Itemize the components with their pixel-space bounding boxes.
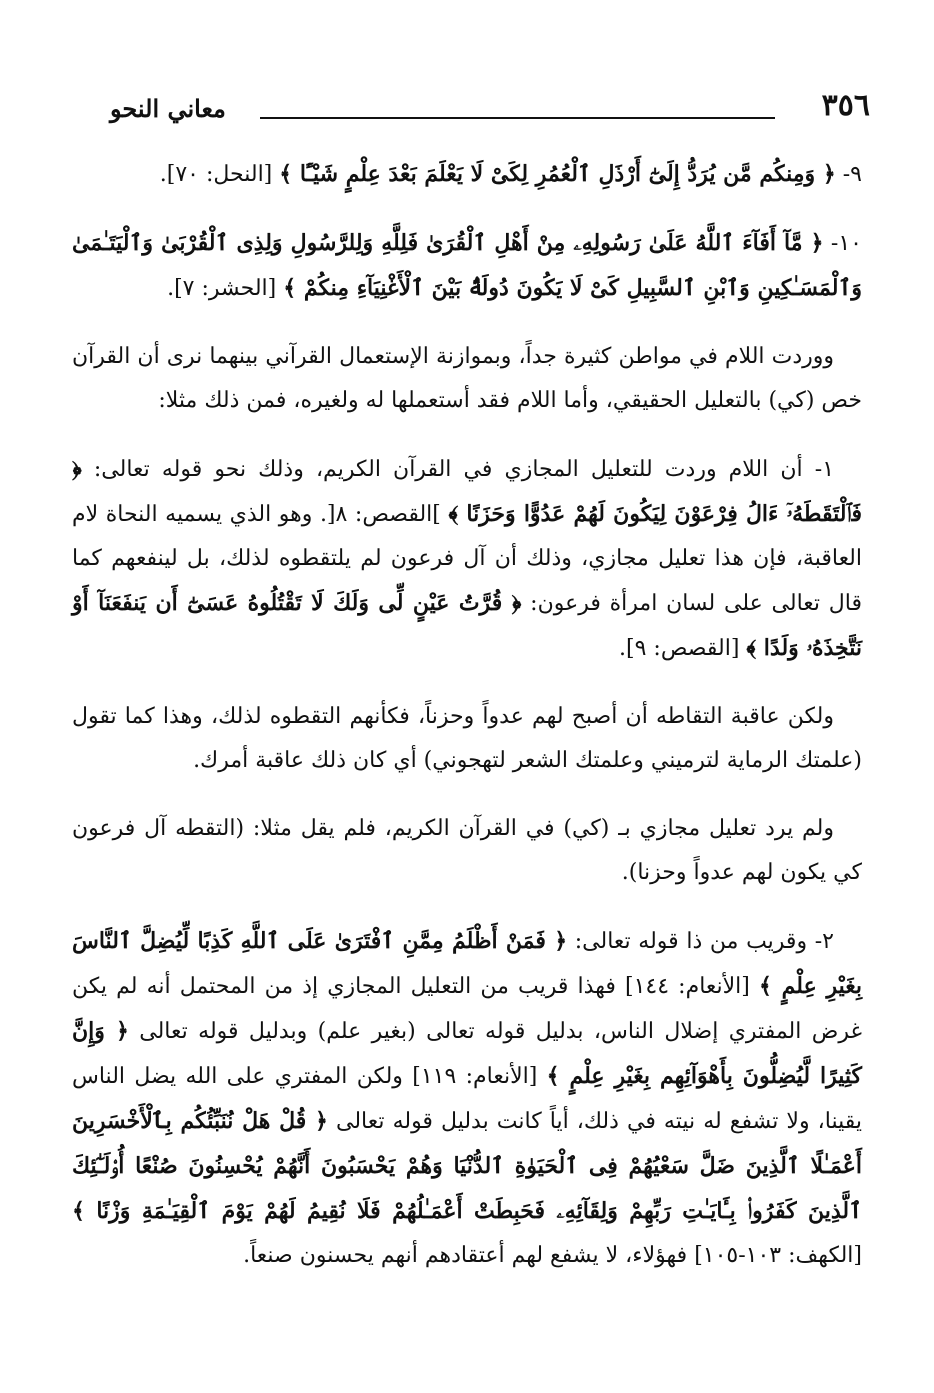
quran-verse: ﴿ فَمَنْ أَظْلَمُ مِمَّنِ ٱفْتَرَىٰ عَلَى ٱللَّهِ كَذِبًا لِّيُضِلَّ ٱلنَّاسَ بِغَيْرِ عِلْمٍ ﴾ xyxy=(72,928,863,999)
paragraph-consequence: ولكن عاقبة التقاطه أن أصبح لهم عدواً وحزناً، فكأنهم التقطوه لذلك، وهذا كما تقول (علمتك الرماية لترميني وعلمتك الشعر لتهجوني) أي كان ذلك عاقبة أمرك. xyxy=(72,704,862,773)
quran-verse: ﴿ قُرَّتُ عَيْنٍ لِّى وَلَكَ لَا تَقْتُلُوهُ عَسَىٰٓ أَن يَنفَعَنَآ أَوْ نَتَّخِذَهُۥ وَلَدًا ﴾ xyxy=(72,590,862,661)
verse-reference: [النحل: ٧٠]. xyxy=(159,162,273,187)
quran-verse: ﴿ فَٱلْتَقَطَهُۥٓ ءَالُ فِرْعَوْنَ لِيَكُونَ لَهُمْ عَدُوًّا وَحَزَنًا ﴾ xyxy=(72,456,862,527)
example-number: ٩- xyxy=(842,162,862,187)
verse-reference: [الحشر: ٧]. xyxy=(167,276,277,301)
verse-reference: [الأنعام: ١١٩] xyxy=(412,1064,538,1089)
paragraph-kay-note: ولم يرد تعليل مجازي بـ (كي) في القرآن الكريم، فلم يقل مثلا: (التقطه آل فرعون كي يكون لهم عدواً وحزنا). xyxy=(72,816,862,885)
book-title: معاني النحو xyxy=(110,94,226,123)
paragraph-text: فهذا قريب من التعليل المجازي إذ من المحتمل أنه لم يكن غرض المفتري إضلال الناس، بدليل قوله تعالى (بغير علم) وبدليل قوله تعالى xyxy=(72,974,862,1044)
verse-reference: [الأنعام: ١٤٤] xyxy=(625,974,750,999)
page-number: ٣٥٦ xyxy=(821,88,870,123)
paragraph-point-1 xyxy=(72,447,862,671)
paragraph-text: وهو الذي يسميه النحاة لام العاقبة، فإن هذا تعليل مجازي، وذلك أن آل فرعون لم يلتقطوه لذلك، بل لينفعهم كما قال تعالى على لسان امرأة فرعون: xyxy=(72,502,862,616)
paragraph-intro: ووردت اللام في مواطن كثيرة جداً، وبموازنة الإستعمال القرآني بينهما نرى أن القرآن خص (كي) بالتعليل الحقيقي، وأما اللام فقد أستعملها له ولغيره، فمن ذلك مثلا: xyxy=(72,344,862,413)
page-header xyxy=(110,88,870,128)
quran-verse: ﴿ قُلْ هَلْ نُنَبِّئُكُم بِٱلْأَخْسَرِينَ أَعْمَـٰلًا ٱلَّذِينَ ضَلَّ سَعْيُهُمْ فِى ٱلْحَيَوٰةِ ٱلدُّنْيَا وَهُمْ يَحْسَبُونَ أَنَّهُمْ يُحْسِنُونَ صُنْعًا أُو۟لَـٰٓئِكَ ٱلَّذِينَ كَفَرُوا۟ بِـَٔايَـٰتِ رَبِّهِمْ وَلِقَآئِهِۦ فَحَبِطَتْ أَعْمَـٰلُهُمْ فَلَا نُقِيمُ لَهُمْ يَوْمَ ٱلْقِيَـٰمَةِ وَزْنًا ﴾ xyxy=(72,1108,862,1224)
paragraph-point-2 xyxy=(72,919,862,1278)
example-9 xyxy=(72,152,862,197)
example-10 xyxy=(72,221,862,311)
paragraph-text: ٢- وقريب من ذا قوله تعالى: xyxy=(574,929,834,954)
paragraph-text: فهؤلاء، لا يشفع لهم أعتقادهم أنهم يحسنون صنعاً. xyxy=(243,1243,688,1268)
verse-reference: [الكهف: ١٠٣-١٠٥] xyxy=(694,1243,862,1268)
verse-reference: ]القصص: ٨[. xyxy=(319,502,441,527)
verse-reference: [القصص: ٩]. xyxy=(619,636,740,661)
paragraph-text: ولكن المفتري على الله يضل الناس يقينا، ولا تشفع له نيته في ذلك، أياً كانت بدليل قوله تعالى xyxy=(72,1064,863,1134)
paragraph-text: ١- أن اللام وردت للتعليل المجازي في القرآن الكريم، وذلك نحو قوله تعالى: xyxy=(93,457,835,482)
example-number: ١٠- xyxy=(830,231,862,256)
header-rule xyxy=(260,117,775,119)
quran-verse: ﴿ مَّآ أَفَآءَ ٱللَّهُ عَلَىٰ رَسُولِهِۦ مِنْ أَهْلِ ٱلْقُرَىٰ فَلِلَّهِ وَلِلرَّسُولِ وَلِذِى ٱلْقُرْبَىٰ وَٱلْيَتَـٰمَىٰ وَٱلْمَسَـٰكِينِ وَٱبْنِ ٱلسَّبِيلِ كَىْ لَا يَكُونَ دُولَةًۢ بَيْنَ ٱلْأَغْنِيَآءِ مِنكُمْ ﴾ xyxy=(72,230,862,301)
page-body xyxy=(72,152,862,1302)
quran-verse: ﴿ وَمِنكُم مَّن يُرَدُّ إِلَىٰٓ أَرْذَلِ ٱلْعُمُرِ لِكَىْ لَا يَعْلَمَ بَعْدَ عِلْمٍ شَيْـًٔا ﴾ xyxy=(279,161,836,187)
quran-verse: ﴿ وَإِنَّ كَثِيرًا لَّيُضِلُّونَ بِأَهْوَآئِهِم بِغَيْرِ عِلْمٍ ﴾ xyxy=(72,1018,862,1089)
